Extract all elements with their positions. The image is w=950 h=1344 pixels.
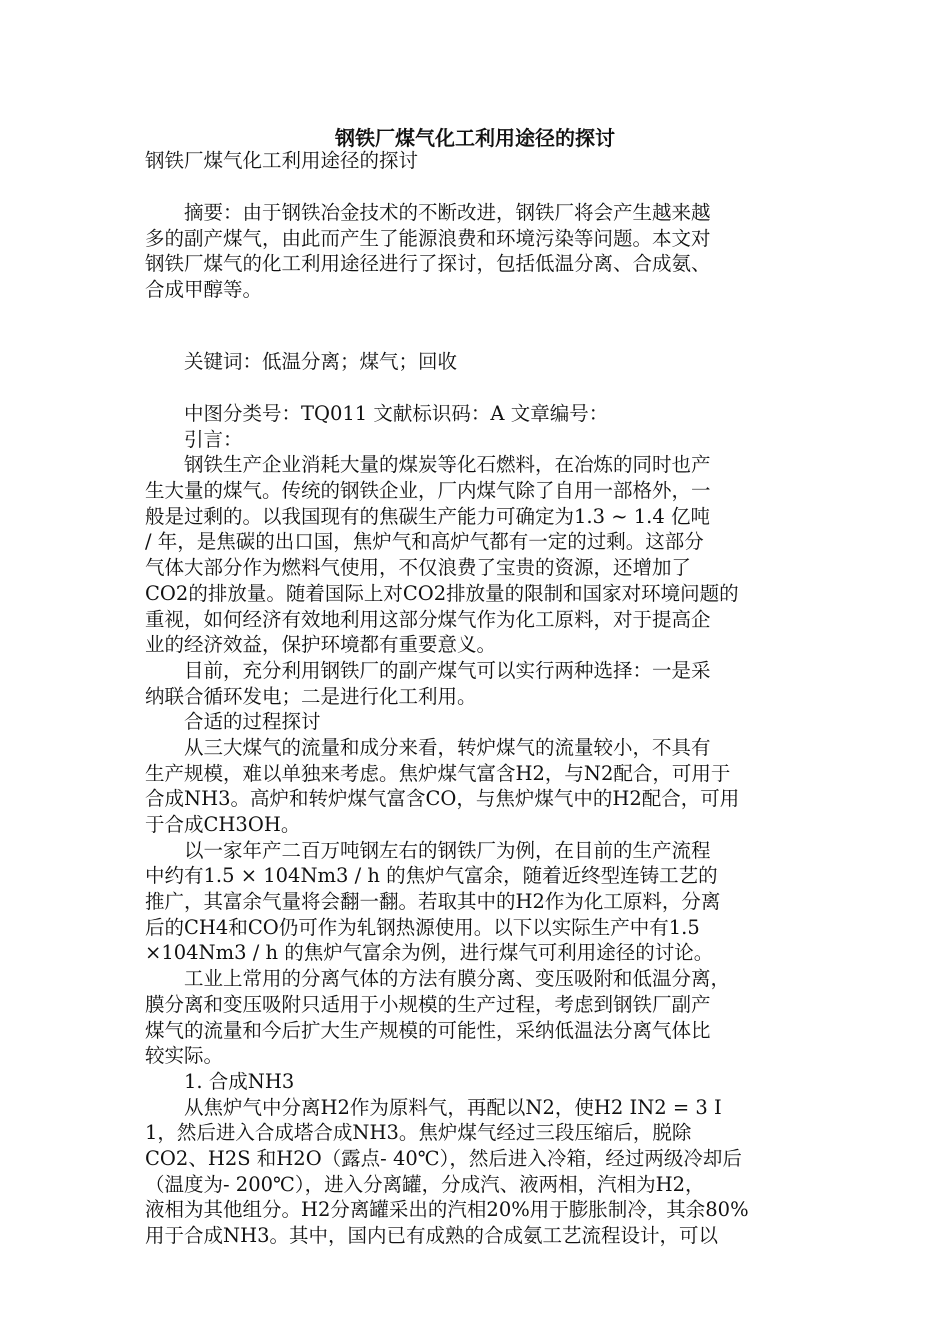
text-line: 业的经济效益，保护环境都有重要意义。: [145, 633, 497, 657]
text-line: 生大量的煤气。传统的钢铁企业，厂内煤气除了自用一部格外，一: [145, 479, 711, 503]
keywords: [145, 349, 810, 375]
section-heading: 1. 合成NH3: [145, 1069, 295, 1093]
text-line: 1，然后进入合成塔合成NH3。焦炉煤气经过三段压缩后，脱除: [145, 1121, 692, 1145]
text-line: 膜分离和变压吸附只适用于小规模的生产过程，考虑到钢铁厂副产: [145, 992, 711, 1016]
text-line: 重视，如何经济有效地利用这部分煤气作为化工原料，对于提高企: [145, 607, 711, 631]
document-subtitle: [145, 148, 810, 174]
document-title: 钢铁厂煤气化工利用途径的探讨: [335, 126, 615, 150]
text-line: 生产规模，难以单独来考虑。焦炉煤气富含H2，与N2配合，可用于: [145, 761, 731, 785]
text-line: 目前，充分利用钢铁厂的副产煤气可以实行两种选择：一是采: [145, 658, 711, 682]
text-line: 气体大部分作为燃料气使用，不仅浪费了宝贵的资源，还增加了: [145, 556, 692, 580]
text-line: 以一家年产二百万吨钢左右的钢铁厂为例，在目前的生产流程: [145, 838, 711, 862]
text-line: 从三大煤气的流量和成分来看，转炉煤气的流量较小，不具有: [145, 735, 711, 759]
text-line: CO2的排放量。随着国际上对CO2排放量的限制和国家对环境问题的: [145, 581, 739, 605]
text-line: CO2、H2S 和H2O（露点- 40℃），然后进入冷箱，经过两级冷却后: [145, 1146, 742, 1170]
text-line: 合成甲醇等。: [145, 278, 263, 302]
section-heading: 合适的过程探讨: [145, 710, 321, 734]
text-line: 液相为其他组分。H2分离罐采出的汽相20%用于膨胀制冷，其余80%: [145, 1198, 749, 1222]
text-line: 钢铁生产企业消耗大量的煤炭等化石燃料，在冶炼的同时也产: [145, 453, 711, 477]
text-line: 合成NH3。高炉和转炉煤气富含CO，与焦炉煤气中的H2配合，可用: [145, 787, 740, 811]
text-line: 推广，其富余气量将会翻一翻。若取其中的H2作为化工原料，分离: [145, 890, 721, 914]
text-line: 钢铁厂煤气的化工利用途径进行了探讨，包括低温分离、合成氨、: [145, 252, 711, 276]
text-line: / 年，是焦碳的出口国，焦炉气和高炉气都有一定的过剩。这部分: [145, 530, 704, 554]
text-line: 般是过剩的。以我国现有的焦碳生产能力可确定为1.3 ~ 1.4 亿吨: [145, 504, 710, 528]
abstract-paragraph: [145, 200, 810, 303]
text-line: 工业上常用的分离气体的方法有膜分离、变压吸附和低温分离，: [145, 967, 731, 991]
text-line: 用于合成NH3。其中，国内已有成熟的合成氨工艺流程设计，可以: [145, 1224, 718, 1247]
text-line: 煤气的流量和今后扩大生产规模的可能性，采纳低温法分离气体比: [145, 1018, 711, 1042]
text-line: 多的副产煤气，由此而产生了能源浪费和环境污染等问题。本文对: [145, 226, 711, 250]
text-line: 纳联合循环发电；二是进行化工利用。: [145, 684, 477, 708]
text-line: 关键词：低温分离；煤气；回收: [145, 350, 458, 373]
text-line: 中约有1.5 × 104Nm3 / h 的焦炉气富余，随着近终型连铸工艺的: [145, 864, 718, 888]
main-body: [145, 401, 810, 1249]
text-line: 摘要：由于钢铁冶金技术的不断改进，钢铁厂将会产生越来越: [145, 201, 711, 224]
text-line: 从焦炉气中分离H2作为原料气，再配以N2，使H2 IN2 = 3 I: [145, 1095, 722, 1119]
text-line: ×104Nm3 / h 的焦炉气富余为例，进行煤气可利用途径的讨论。: [145, 941, 714, 965]
text-line: 于合成CH3OH。: [145, 813, 301, 836]
subtitle-line: 钢铁厂煤气化工利用途径的探讨: [145, 149, 419, 172]
text-line: 较实际。: [145, 1044, 224, 1068]
text-line: 引言：: [145, 427, 243, 451]
text-line: 后的CH4和CO仍可作为轧钢热源使用。以下以实际生产中有1.5: [145, 915, 700, 939]
classification-line: 中图分类号：TQ011 文献标识码：A 文章编号：: [145, 402, 609, 425]
text-line: （温度为- 200℃），进入分离罐，分成汽、液两相，汽相为H2，: [145, 1172, 705, 1196]
